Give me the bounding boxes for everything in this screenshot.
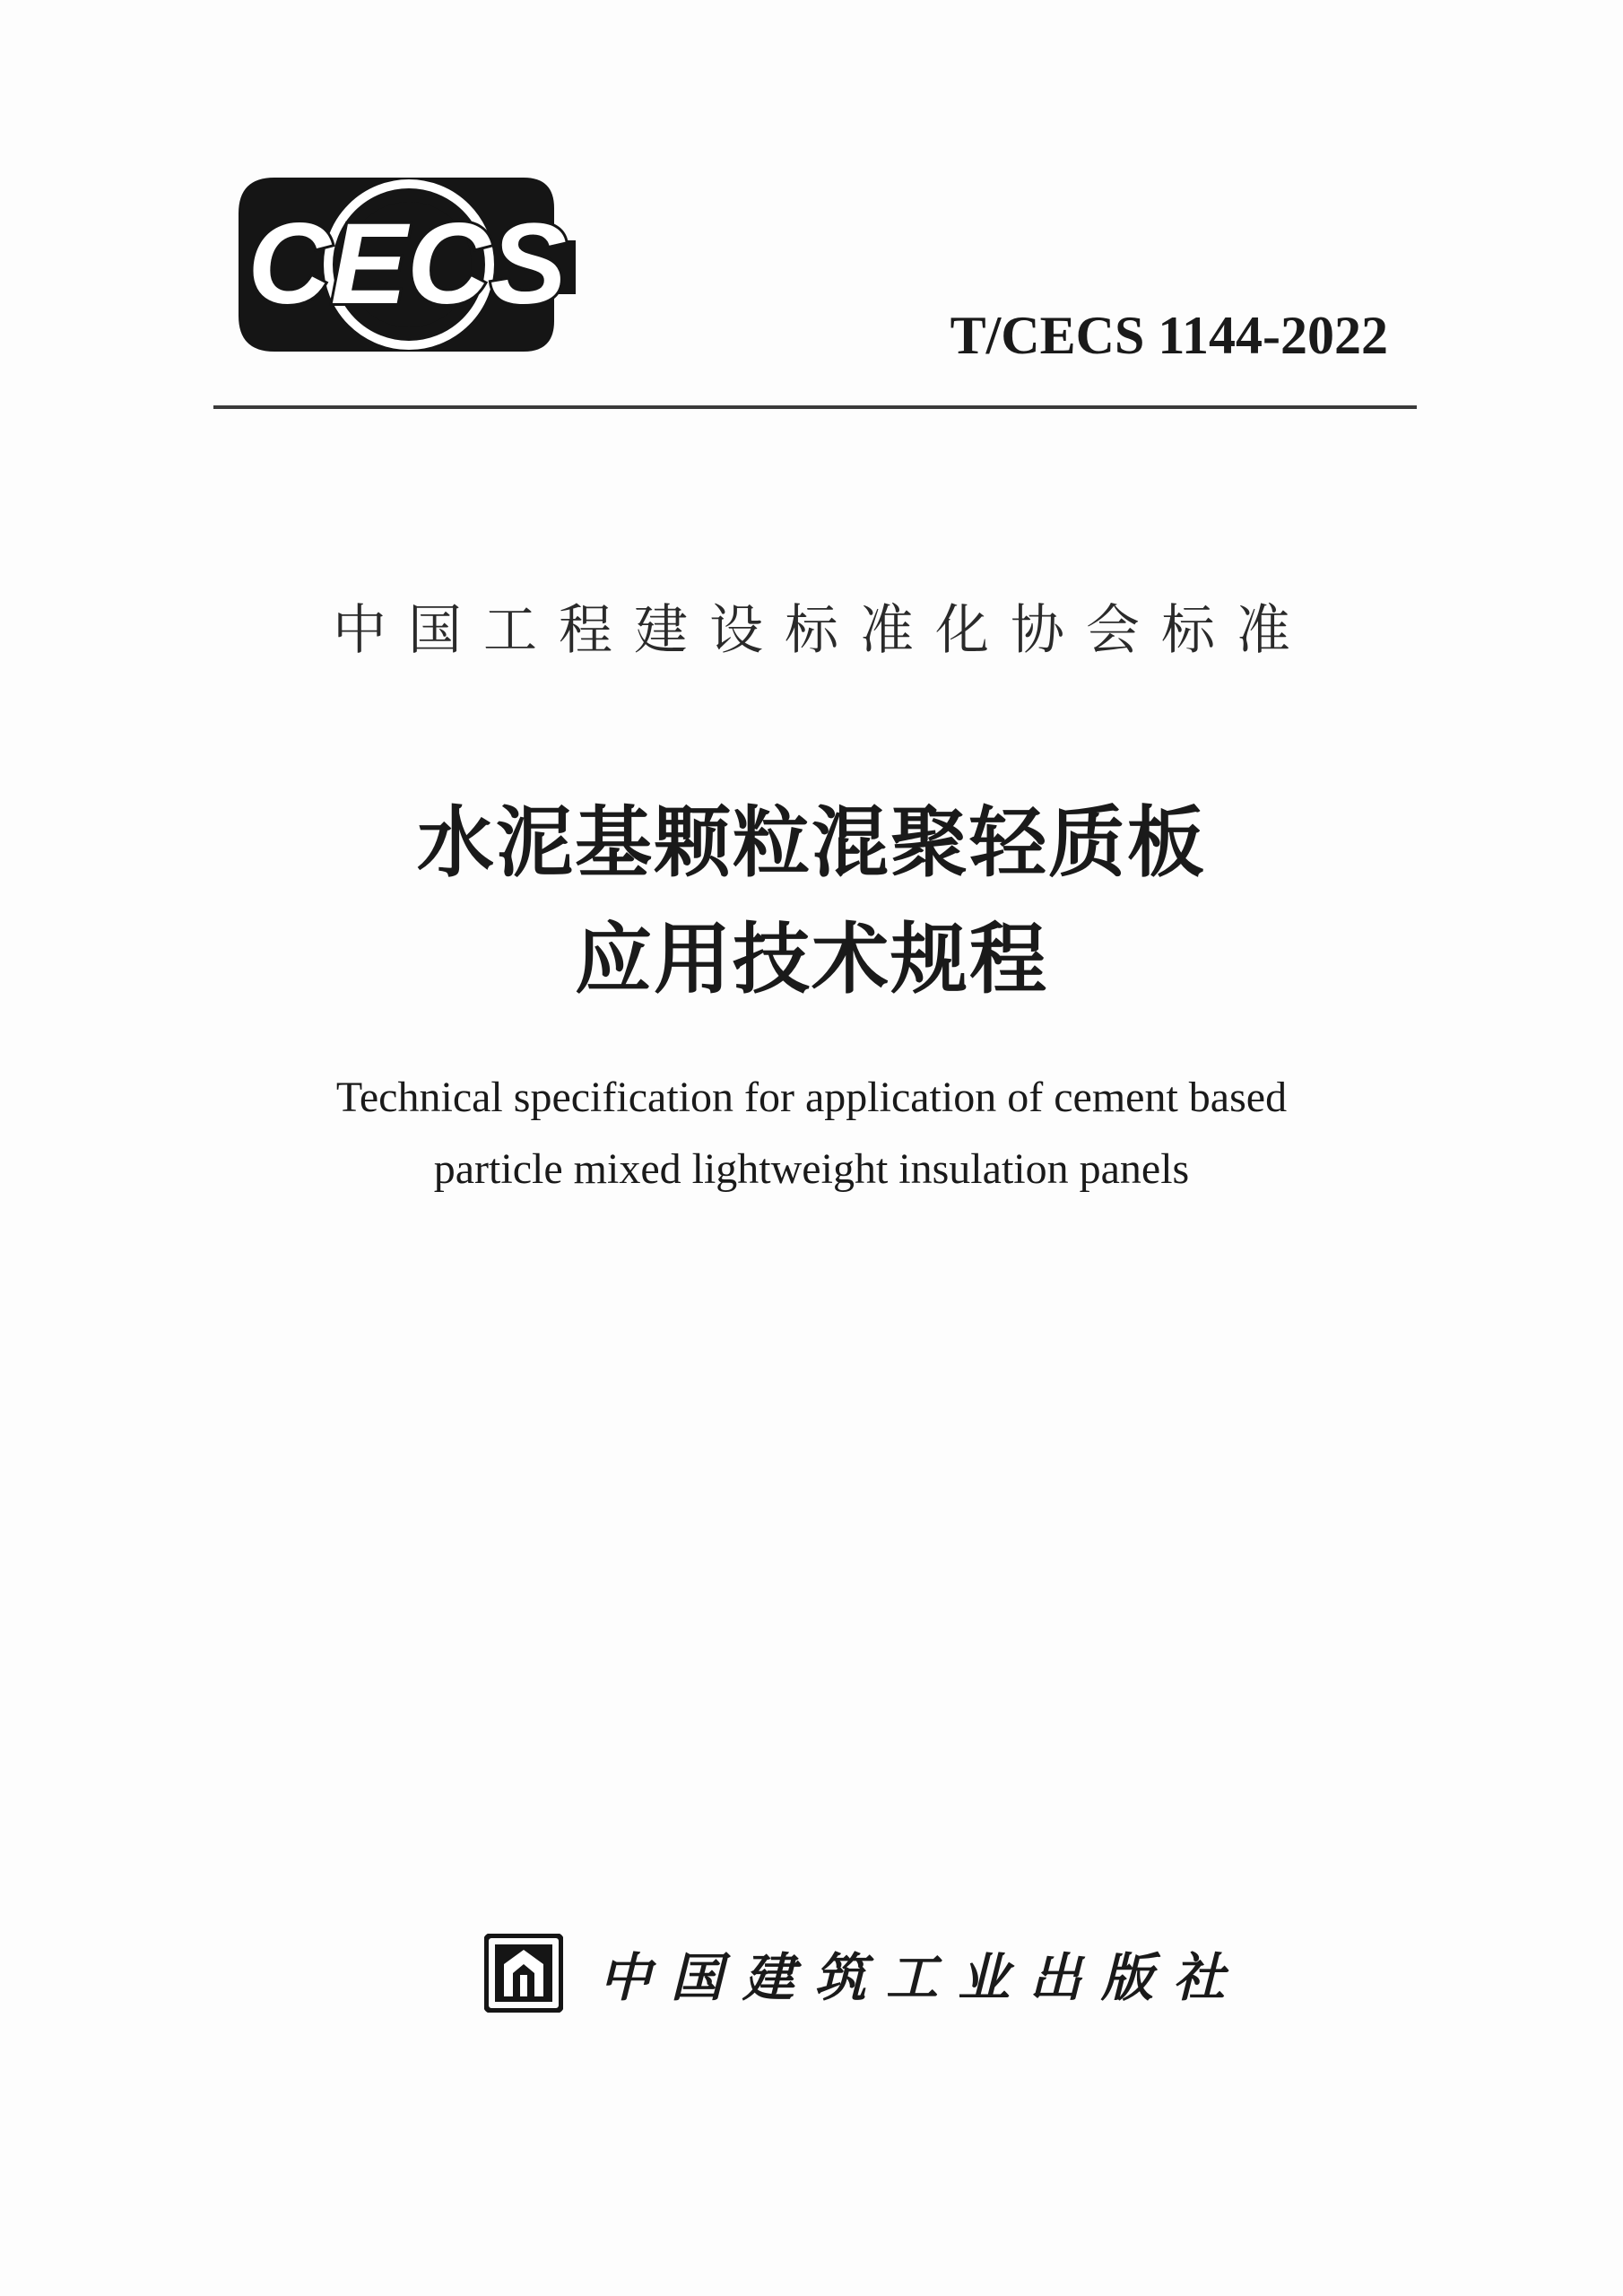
title-en-line1: Technical specification for application of cement based bbox=[335, 1074, 1288, 1121]
publisher-name: 中国建筑工业出版社 bbox=[599, 1947, 1245, 2008]
title-en-line2: particle mixed lightweight insulation panels bbox=[433, 1145, 1190, 1193]
standard-number: T/CECS 1144-2022 bbox=[950, 306, 1388, 365]
header-divider bbox=[213, 405, 1417, 409]
title-zh-line2: 应用技术规程 bbox=[575, 915, 1048, 1004]
title-zh-line1: 水泥基颗粒混聚轻质板 bbox=[417, 798, 1206, 888]
logo-text: CECS bbox=[247, 200, 567, 328]
cecs-logo bbox=[239, 178, 576, 352]
publisher-block bbox=[484, 1930, 1245, 2016]
publisher-logo-icon bbox=[484, 1934, 563, 2013]
association-standard-label: 中国工程建设标准化协会标准 bbox=[333, 599, 1312, 662]
